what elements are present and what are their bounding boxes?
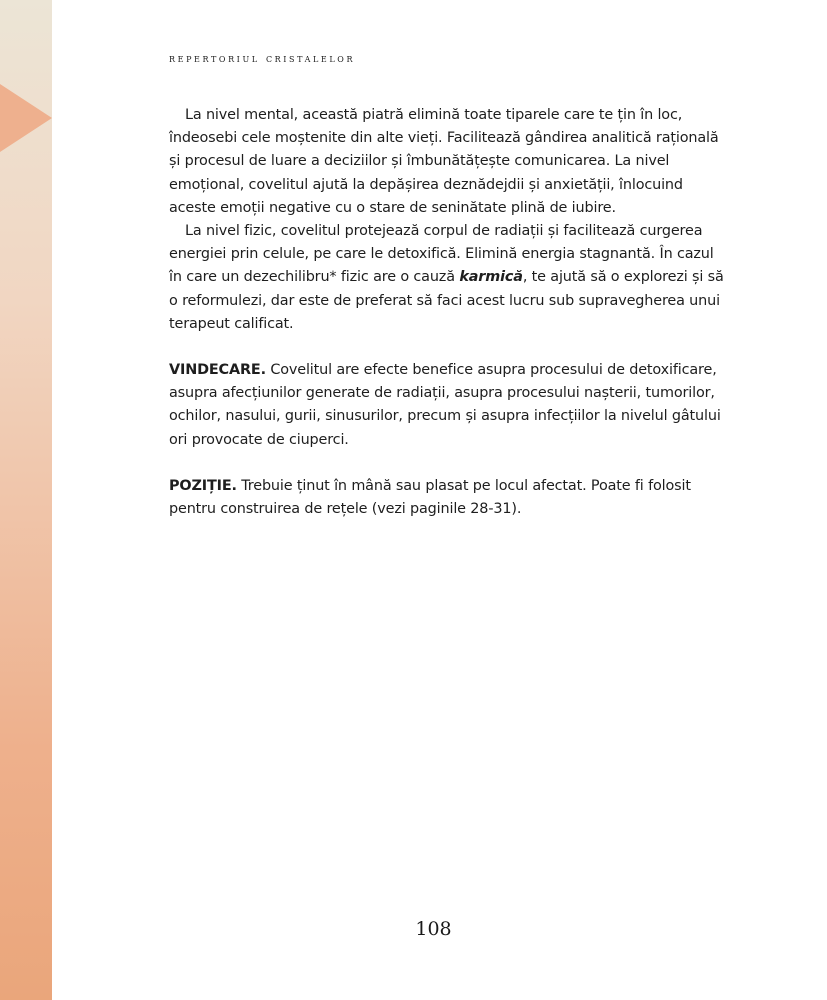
paragraph-physical — [169, 220, 729, 336]
body-text — [169, 104, 729, 521]
section-tab-marker — [0, 84, 52, 152]
physical-text-end: , te ajută să o explorezi și să o reformulezi, dar este de preferat să faci acest lucru sub supravegherea unui terapeut calificat. — [169, 269, 724, 332]
page-number: 108 — [415, 918, 452, 940]
section-healing — [169, 359, 729, 452]
running-header: repertoriul cristalelor — [169, 51, 356, 65]
section-position — [169, 475, 729, 521]
emphasis-karmic: karmică — [459, 269, 523, 286]
position-text: Trebuie ținut în mână sau plasat pe locul afectat. Poate fi folosit pentru construirea de rețele (vezi paginile 28-31). — [169, 477, 691, 518]
paragraph-mental: La nivel mental, această piatră elimină toate tiparele care te țin în loc, îndeosebi cele moștenite din alte vieți. Facilitează gândirea analitică rațională și procesul de luare a deciziilor și îmbunătățește comunicarea. La nivel emoțional, covelitul ajută la depășirea deznădejdii și anxietății, înlocuind aceste emoții negative cu o stare de seninătate plină de iubire. — [169, 107, 719, 216]
healing-text: Covelitul are efecte benefice asupra procesului de detoxificare, asupra afecțiunilor generate de radiații, asupra procesului nașterii, tumorilor, ochilor, nasului, gurii, sinusurilor, precum și asupra infecțiilor la nivelul gâtului ori provocate de ciuperci. — [169, 362, 721, 448]
healing-label: VINDECARE. — [169, 362, 266, 379]
physical-text-start: La nivel fizic, covelitul protejează corpul de radiații și facilitează curgerea energiei prin celule, pe care le detoxifică. Elimină energia stagnantă. În cazul în care un dezechilibru* fizic are o cauză — [169, 223, 714, 286]
position-label: POZIȚIE. — [169, 477, 237, 494]
